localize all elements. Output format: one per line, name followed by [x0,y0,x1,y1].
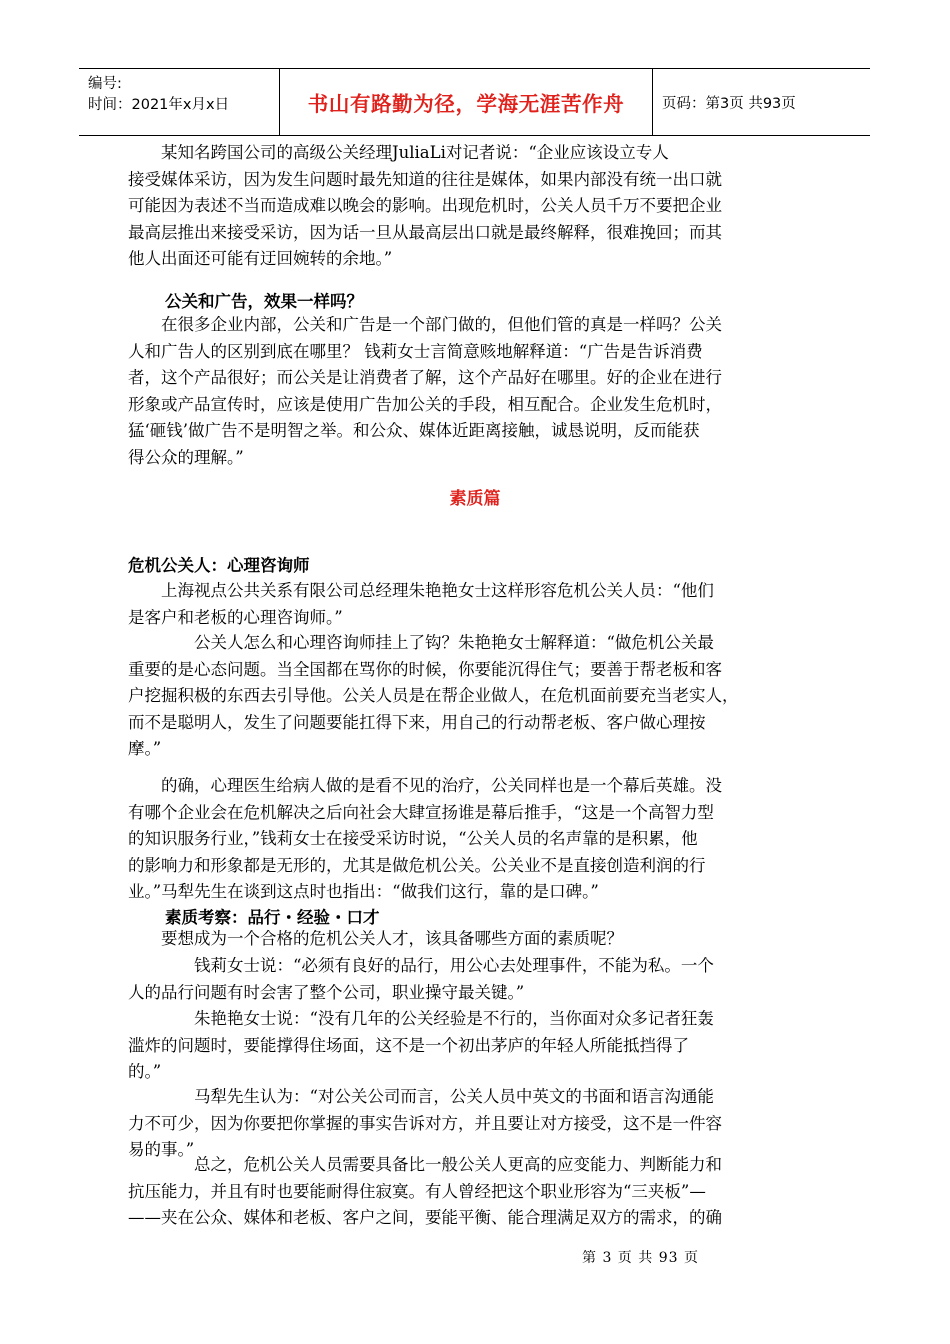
text-line: 接受媒体采访，因为发生问题时最先知道的往往是媒体，如果内部没有统一出口就 [128,169,722,189]
text-line: 有哪个企业会在危机解决之后向社会大肆宣扬谁是幕后推手，“这是一个高智力型 [128,802,714,822]
paragraph-summary [128,1152,820,1232]
section-title: 素质篇 [449,489,501,509]
heading-crisis-pr-counselor: 危机公关人：心理咨询师 [128,556,310,575]
text-line: 某知名跨国公司的高级公关经理JuliaLi对记者说：“企业应该设立专人 [128,143,669,162]
text-line: 户挖掘积极的东西去引导他。公关人员是在帮企业做人，在危机面前要充当老实人， [128,686,739,706]
text-line: 朱艳艳女士说：“没有几年的公关经验是不行的，当你面对众多记者狂轰 [128,1009,714,1028]
text-line: 抗压能力，并且有时也要能耐得住寂寞。有人曾经把这个职业形容为“三夹板”— [128,1181,706,1201]
text-line: 上海视点公共关系有限公司总经理朱艳艳女士这样形容危机公关人员：“他们 [128,581,714,600]
text-line: 他人出面还可能有迂回婉转的余地。” [128,249,393,269]
page-footer: 第 3 页 共 93 页 [582,1250,699,1266]
text-line: 的。” [128,1062,162,1082]
doc-code-label: 编号: [88,76,122,92]
paragraph-zhu-intro [128,578,820,631]
text-line: 而不是聪明人，发生了问题要能扛得下来，用自己的行动帮老板、客户做心理按 [128,712,706,732]
text-line: 滥炸的问题时，要能撑得住场面，这不是一个初出茅庐的年轻人所能抵挡得了 [128,1035,689,1055]
paragraph-zhu-explain [128,630,820,763]
paragraph-qian-quote [128,953,820,1006]
text-line: 人的品行问题有时会害了整个公司，职业操守最关键。” [128,982,525,1002]
text-line: 得公众的理解。” [128,447,244,467]
text-line: 可能因为表述不当而造成难以晚会的影响。出现危机时，公关人员千万不要把企业 [128,196,722,216]
text-line: 的确，心理医生给病人做的是看不见的治疗，公关同样也是一个幕后英雄。没 [128,776,722,795]
text-line: 易的事。” [128,1140,195,1160]
text-line: 的影响力和形象都是无形的，尤其是做危机公关。公关业不是直接创造利润的行 [128,855,706,875]
heading-pr-vs-ads: 公关和广告，效果一样吗？ [165,292,363,311]
text-line: 在很多企业内部，公关和广告是一个部门做的，但他们管的真是一样吗？公关 [128,315,722,334]
text-line: 总之，危机公关人员需要具备比一般公关人更高的应变能力、判断能力和 [128,1155,722,1174]
heading-qualities: 素质考察：品行・经验・口才 [165,908,380,927]
paragraph-julia-quote [128,140,820,273]
paragraph-pr-vs-ads [128,312,820,472]
header-page-info: 页码：第3页 共93页 [662,95,796,112]
text-line: 钱莉女士说：“必须有良好的品行，用公心去处理事件，不能为私。一个 [128,956,714,975]
text-line: 力不可少，因为你要把你掌握的事实告诉对方，并且要让对方接受，这不是一件容 [128,1113,722,1133]
text-line: 最高层推出来接受采访，因为话一旦从最高层出口就是最终解释，很难挽回；而其 [128,222,722,242]
text-line: 的知识服务行业，”钱莉女士在接受采访时说，“公关人员的名声靠的是积累，他 [128,829,698,849]
text-line: 猛‘砸钱’做广告不是明智之举。和公众、媒体近距离接触，诚恳说明，反而能获 [128,421,700,441]
page-header [79,68,870,136]
paragraph-qualities-question [128,926,820,953]
text-line: 业。”马犁先生在谈到这点时也指出：“做我们这行，靠的是口碑。” [128,882,599,902]
text-line: ——夹在公众、媒体和老板、客户之间，要能平衡、能合理满足双方的需求，的确 [128,1208,722,1228]
header-motto: 书山有路勤为径，学海无涯苦作舟 [280,69,653,135]
paragraph-behind-scenes [128,773,820,906]
text-line: 重要的是心态问题。当全国都在骂你的时候，你要能沉得住气；要善于帮老板和客 [128,659,722,679]
text-line: 人和广告人的区别到底在哪里？ 钱莉女士言简意赅地解释道：“广告是告诉消费 [128,341,703,361]
text-line: 者，这个产品很好；而公关是让消费者了解，这个产品好在哪里。好的企业在进行 [128,368,722,388]
text-line: 摩。” [128,739,162,759]
text-line: 公关人怎么和心理咨询师挂上了钩？朱艳艳女士解释道：“做危机公关最 [128,633,714,652]
text-line: 是客户和老板的心理咨询师。” [128,607,343,627]
doc-date-label: 时间：2021年x月x日 [88,97,230,113]
header-meta [79,69,280,135]
paragraph-zhu-quote [128,1006,820,1086]
text-line: 形象或产品宣传时，应该是使用广告加公关的手段，相互配合。企业发生危机时， [128,394,722,414]
text-line: 要想成为一个合格的危机公关人才，该具备哪些方面的素质呢？ [128,929,623,948]
text-line: 马犁先生认为：“对公关公司而言，公关人员中英文的书面和语言沟通能 [128,1087,714,1106]
